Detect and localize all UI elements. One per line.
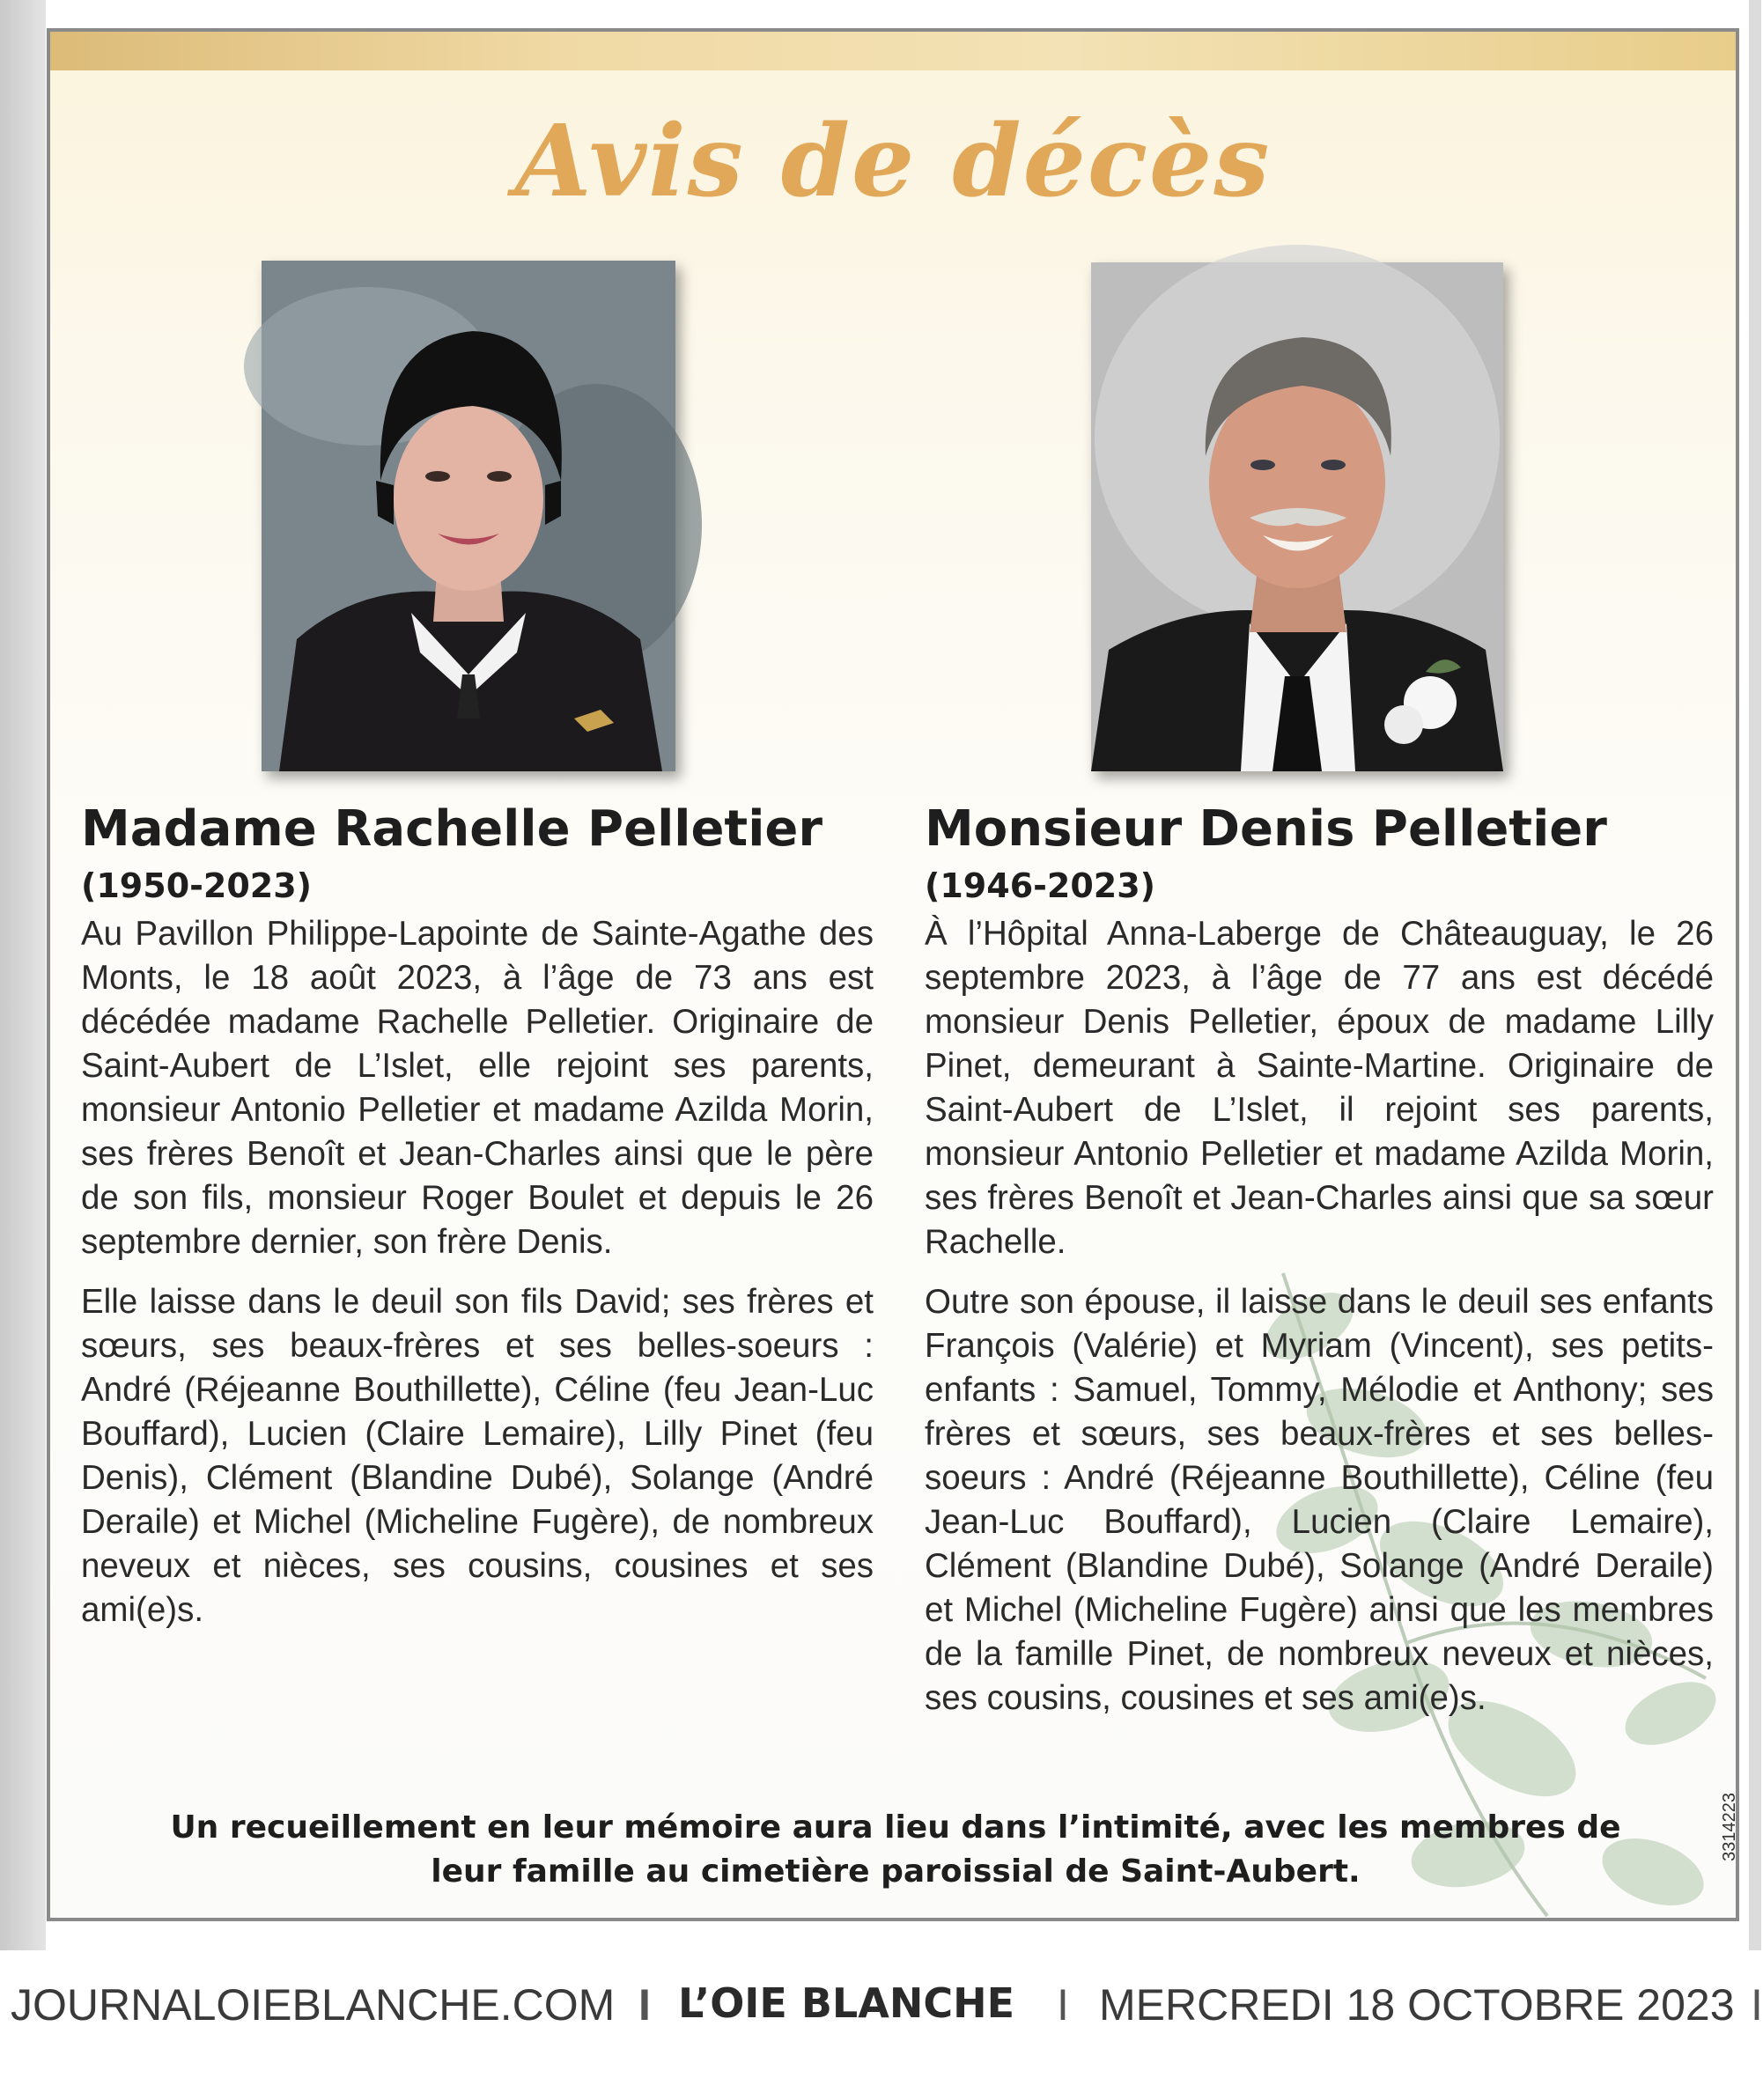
obituary-paragraph: Au Pavillon Philippe-Lapointe de Sainte-Agathe des Monts, le 18 août 2023, à l’âge de 73 ans est décédée madame Rachelle Pelletier. Originaire de Saint-Aubert de L’Islet, elle rejoint ses parents, monsieur Antonio Pelletier et madame Azilda Morin, ses frères Benoît et Jean-Charles ainsi que le père de son fils, monsieur Roger Boulet et depuis le 26 septembre dernier, son frère Denis. (81, 915, 874, 1261)
deceased-dates: (1946-2023) (925, 866, 1156, 905)
obituary-paragraph: Elle laisse dans le deuil son fils David; ses frères et sœurs, ses beaux-frères et ses belles-soeurs : André (Réjeanne Bouthillette), Céline (feu Jean-Luc Bouffard), Lucien (Claire Lemaire), Lilly Pinet (feu Denis), Clément (Blandine Dubé), Solange (André Deraile) et Michel (Micheline Fugère), de nombreux neveux et nièces, ses cousins, cousines et ses ami(e)s. (81, 1283, 874, 1629)
footer-separator: I (1751, 1980, 1763, 2030)
deceased-dates: (1950-2023) (81, 866, 313, 905)
footer-separator: I (638, 1980, 651, 2030)
page-edge-right (1749, 0, 1761, 1950)
page-edge-left (0, 0, 46, 1950)
deceased-name: Madame Rachelle Pelletier (81, 800, 822, 858)
obituary-notice (47, 28, 1739, 1921)
obituary-paragraph: À l’Hôpital Anna-Laberge de Châteauguay, le 26 septembre 2023, à l’âge de 77 ans est décédé monsieur Denis Pelletier, époux de madame Lilly Pinet, demeurant à Sainte-Martine. Originaire de Saint-Aubert de L’Islet, il rejoint ses parents, monsieur Antonio Pelletier et madame Azilda Morin, ses frères Benoît et Jean-Charles ainsi que sa sœur Rachelle. (925, 915, 1714, 1261)
obituary-rachelle (81, 798, 874, 1648)
footer-date: MERCREDI 18 OCTOBRE 2023 (1099, 1980, 1735, 2030)
footer-newspaper-name: L’OIE BLANCHE (678, 1979, 1015, 2027)
obituary-paragraph: Outre son épouse, il laisse dans le deuil ses enfants François (Valérie) et Myriam (Vincent), ses petits-enfants : Samuel, Tommy, Mélodie et Anthony; ses frères et sœurs, ses beaux-frères et ses belles-soeurs : André (Réjeanne Bouthillette), Céline (feu Jean-Luc Bouffard), Lucien (Claire Lemaire), Clément (Blandine Dubé), Solange (André Deraile) et Michel (Micheline Fugère) ainsi que les membres de la famille Pinet, de nombreux neveux et nièces, ses cousins, cousines et ses ami(e)s. (925, 1283, 1714, 1717)
portrait-denis (1091, 262, 1503, 771)
page-footer (0, 1962, 1761, 2050)
gold-top-band (50, 32, 1736, 70)
closing-statement: Un recueillement en leur mémoire aura lieu dans l’intimité, avec les membres de leur famille au cimetière paroissial de Saint-Aubert. (170, 1809, 1621, 1890)
ad-reference-number: 3314223 (1720, 1793, 1739, 1861)
portrait-rachelle (262, 261, 675, 771)
footer-website: JOURNALOIEBLANCHE.COM (11, 1980, 616, 2030)
notice-title: Avis de décès (514, 104, 1272, 219)
deceased-name: Monsieur Denis Pelletier (925, 800, 1607, 858)
obituary-denis (925, 798, 1714, 1736)
footer-separator: I (1057, 1980, 1069, 2030)
